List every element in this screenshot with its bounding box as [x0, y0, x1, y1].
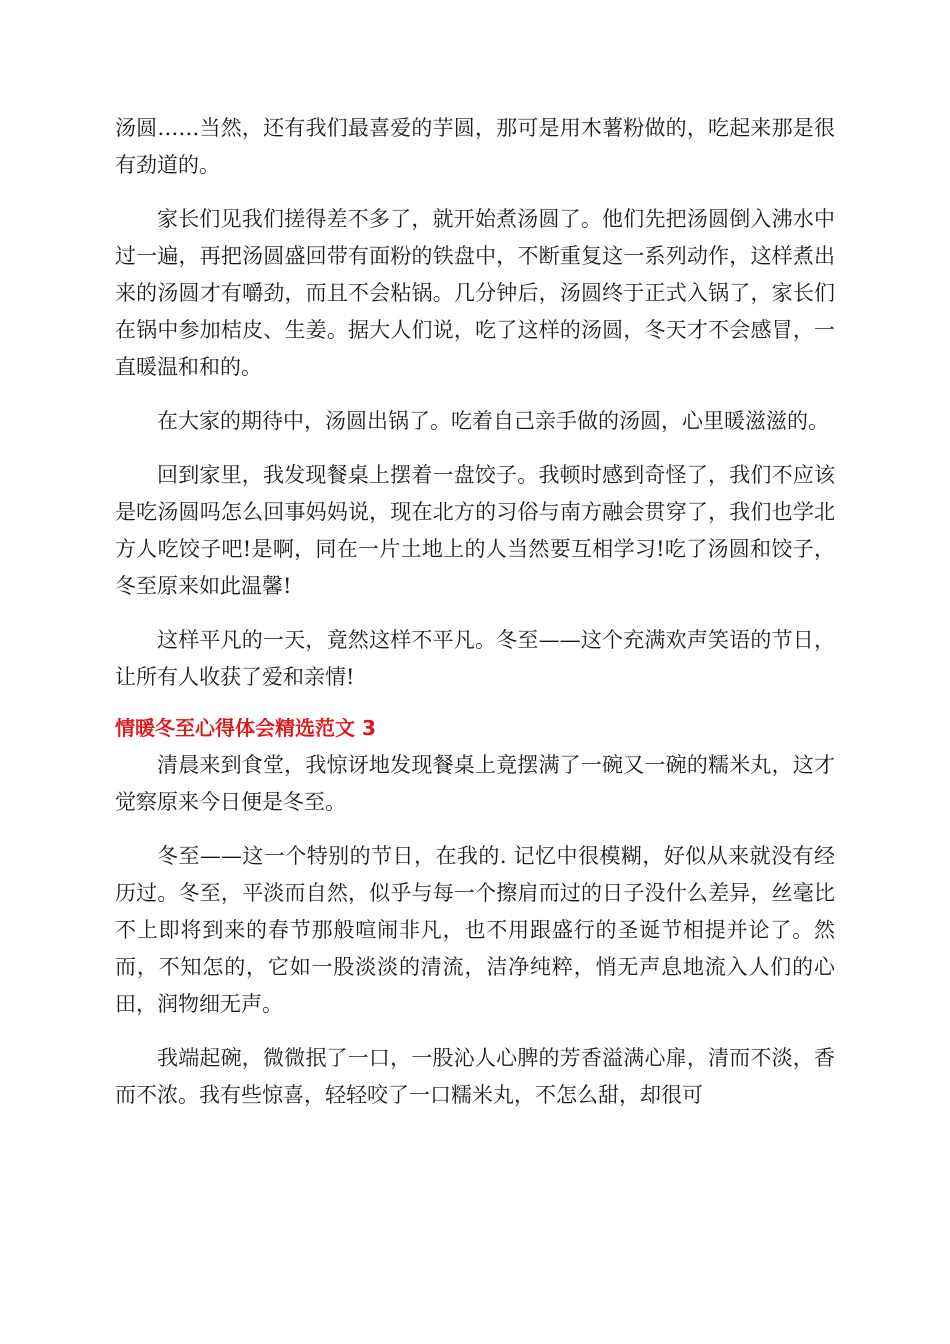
paragraph: 清晨来到食堂，我惊讶地发现餐桌上竟摆满了一碗又一碗的糯米丸，这才觉察原来今日便是冬至。	[115, 753, 835, 814]
paragraph: 在大家的期待中，汤圆出锅了。吃着自己亲手做的汤圆，心里暖滋滋的。	[157, 409, 829, 433]
paragraph: 我端起碗，微微抿了一口，一股沁人心脾的芳香溢满心扉，清而不淡，香而不浓。我有些惊喜，轻轻咬了一口糯米丸，不怎么甜，却很可	[115, 1046, 835, 1107]
paragraph: 冬至——这一个特别的节日，在我的. 记忆中很模糊，好似从来就没有经历过。冬至，平淡而自然，似乎与每一个擦肩而过的日子没什么差异，丝毫比不上即将到来的春节那般喧闹非凡，也不用跟盛行的圣诞节相提并论了。然而，不知怎的，它如一股淡淡的清流，洁净纯粹，悄无声息地流入人们的心田，润物细无声。	[115, 844, 835, 1016]
paragraph: 回到家里，我发现餐桌上摆着一盘饺子。我顿时感到奇怪了，我们不应该是吃汤圆吗怎么回事妈妈说，现在北方的习俗与南方融会贯穿了，我们也学北方人吃饺子吧!是啊，同在一片土地上的人当然要互相学习!吃了汤圆和饺子，冬至原来如此温馨!	[115, 463, 835, 598]
paragraph: 这样平凡的一天，竟然这样不平凡。冬至——这个充满欢声笑语的节日，让所有人收获了爱和亲情!	[115, 628, 835, 689]
paragraph: 家长们见我们搓得差不多了，就开始煮汤圆了。他们先把汤圆倒入沸水中过一遍，再把汤圆盛回带有面粉的铁盘中，不断重复这一系列动作，这样煮出来的汤圆才有嚼劲，而且不会粘锅。几分钟后，汤圆终于正式入锅了，家长们在锅中参加桔皮、生姜。据大人们说，吃了这样的汤圆，冬天才不会感冒，一直暖温和和的。	[115, 207, 835, 379]
document-page	[115, 110, 835, 1131]
paragraph: 汤圆……当然，还有我们最喜爱的芋圆，那可是用木薯粉做的，吃起来那是很有劲道的。	[115, 116, 835, 177]
section-heading: 情暖冬至心得体会精选范文 3	[115, 716, 376, 740]
